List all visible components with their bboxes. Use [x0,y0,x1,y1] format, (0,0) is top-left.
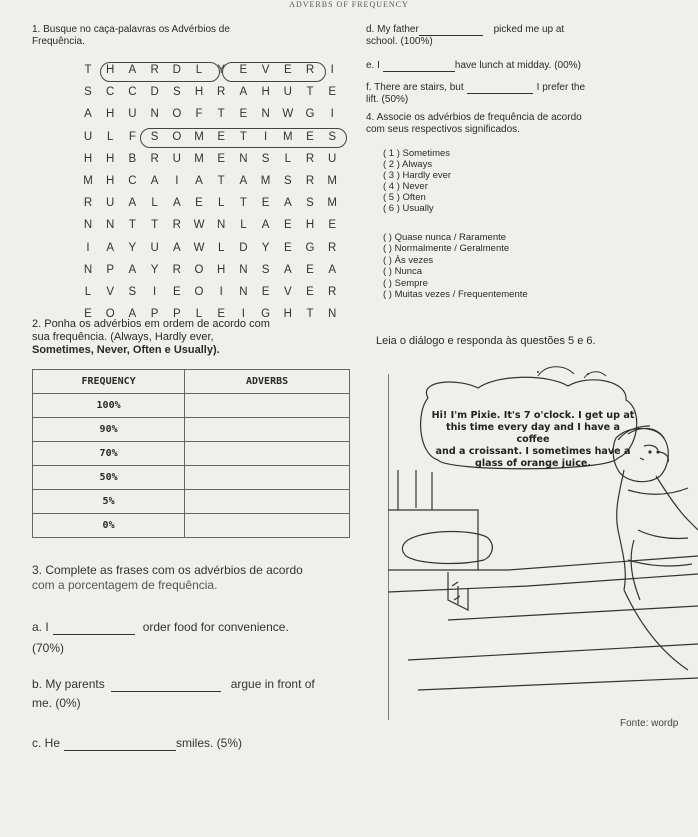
meaning-item[interactable]: ( ) Quase nunca / Raramente [383,232,507,243]
grid-letter[interactable]: N [239,152,248,165]
grid-letter[interactable]: E [217,308,226,321]
adverb-item: ( 3 ) Hardly ever [383,170,452,181]
grid-letter[interactable]: N [328,308,337,321]
grid-letter[interactable]: R [83,197,93,210]
question-3 [32,563,303,593]
grid-letter[interactable]: Y [261,241,270,254]
grid-letter[interactable]: M [194,130,204,143]
grid-letter[interactable]: E [239,108,248,121]
adverb-cell[interactable] [185,514,350,538]
table-row [33,394,350,418]
grid-letter[interactable]: U [128,108,137,121]
frequency-table [32,369,350,538]
grid-letter[interactable]: L [195,64,203,76]
grid-letter[interactable]: T [217,175,225,187]
grid-letter[interactable]: T [128,219,136,232]
grid-letter[interactable]: N [261,108,270,121]
grid-letter[interactable]: A [128,308,137,321]
grid-letter[interactable]: M [194,152,204,165]
grid-letter[interactable]: W [282,108,294,121]
meaning-item[interactable]: ( ) Às vezes [383,254,434,266]
grid-letter[interactable]: S [306,197,314,210]
grid-letter[interactable]: C [128,86,137,99]
grid-letter[interactable]: N [217,219,226,232]
grid-letter[interactable]: N [239,263,248,276]
grid-letter[interactable]: S [261,263,270,276]
grid-letter[interactable]: Y [150,263,159,276]
exercise-d [366,24,564,48]
grid-letter[interactable]: G [305,108,315,121]
grid-letter[interactable]: E [217,130,226,143]
grid-letter[interactable]: H [283,308,292,321]
question-1-line2: Frequência. [32,36,85,47]
exercise-3a-blank[interactable] [53,634,135,635]
question-4-line1: 4. Associe os advérbios de frequência de acordo [366,112,582,123]
grid-letter[interactable]: G [261,308,271,321]
exercise-d-line2: school. (100%) [366,36,433,47]
grid-letter[interactable]: S [261,152,270,165]
grid-letter[interactable]: V [106,286,115,298]
grid-letter[interactable]: L [151,197,158,210]
adverb-cell[interactable] [185,490,350,514]
exercise-f [366,82,585,106]
grid-letter[interactable]: H [106,152,115,165]
grid-letter[interactable]: U [150,241,159,254]
grid-letter[interactable]: S [150,130,159,143]
page-header: ADVERBS OF FREQUENCY [289,0,409,9]
speech-line: and a croissant. I sometimes have a [435,446,631,457]
adverb-cell[interactable] [185,394,350,418]
adverb-item: ( 5 ) Often [383,192,426,203]
grid-letter[interactable]: I [175,175,179,187]
meaning-item[interactable]: ( ) Normalmente / Geralmente [383,243,510,255]
grid-letter[interactable]: S [128,286,137,298]
grid-letter[interactable]: V [283,286,292,298]
grid-letter[interactable]: O [194,286,204,298]
grid-letter[interactable]: R [305,175,315,187]
grid-letter[interactable]: U [328,152,337,165]
grid-letter[interactable]: H [106,108,115,121]
exercise-3a-start: a. I [32,620,49,634]
grid-letter[interactable]: L [284,152,291,165]
speech-line: glass of orange juice. [474,458,592,469]
header-frequency: FREQUENCY [33,370,185,394]
speech-line: Hi! I'm Pixie. It's 7 o'clock. I get up at [431,410,635,421]
grid-letter[interactable]: E [172,286,181,298]
grid-letter[interactable]: S [172,86,181,99]
grid-letter[interactable]: F [128,130,136,143]
grid-letter[interactable]: N [106,219,115,232]
question-3-line2: com a porcentagem de frequência. [32,578,218,592]
table-row [33,418,350,442]
table-row [33,442,350,466]
grid-letter[interactable]: L [195,308,203,321]
grid-letter[interactable]: A [283,197,292,210]
grid-letter[interactable]: H [217,263,226,276]
grid-letter[interactable]: R [172,219,181,232]
adverb-item: ( 4 ) Never [383,181,428,192]
grid-letter[interactable]: S [328,130,337,143]
frequency-cell: 50% [33,466,185,490]
grid-letter[interactable]: P [106,263,115,276]
grid-letter[interactable]: T [239,197,247,210]
grid-letter[interactable]: R [150,64,159,76]
adverb-item: ( 2 ) Always [383,159,433,170]
exercise-3a-end: order food for convenience. [142,620,289,634]
exercise-e-start: e. I [366,60,380,71]
header-adverbs: ADVERBS [185,370,350,394]
grid-letter[interactable]: L [217,197,225,210]
grid-letter[interactable]: T [306,308,314,321]
grid-letter[interactable]: O [105,308,115,321]
grid-letter[interactable]: I [86,241,90,254]
grid-letter[interactable]: S [283,175,292,187]
grid-letter[interactable]: R [150,152,159,165]
grid-letter[interactable]: E [328,219,337,232]
grid-letter[interactable]: N [83,219,93,232]
exercise-f-blank[interactable] [467,93,533,94]
grid-letter[interactable]: L [240,219,247,232]
grid-letter[interactable]: I [241,308,245,321]
grid-letter[interactable]: L [84,286,92,298]
meaning-item[interactable]: ( ) Muitas vezes / Frequentemente [383,289,528,301]
grid-letter[interactable]: H [83,152,93,165]
grid-letter[interactable]: T [217,108,225,121]
grid-letter[interactable]: E [283,219,292,232]
grid-letter[interactable]: A [128,64,137,76]
adverb-cell[interactable] [185,442,350,466]
grid-letter[interactable]: E [306,263,314,276]
grid-letter[interactable]: A [239,175,248,187]
question-2 [32,318,270,357]
question-4-line2: com seus respectivos significados. [366,124,520,135]
exercise-d-end: picked me up at [493,24,565,35]
grid-letter[interactable]: V [261,64,270,76]
grid-letter[interactable]: M [327,175,337,187]
grid-letter[interactable]: H [194,86,204,99]
grid-letter[interactable]: M [260,175,271,187]
grid-letter[interactable]: C [128,175,137,187]
exercise-3b-percent: me. (0%) [32,696,81,710]
dialog-intro: Leia o diálogo e responda às questões 5 e 6. [376,335,596,347]
speech-bubble-text [430,410,636,470]
grid-letter[interactable]: S [84,86,92,99]
grid-letter[interactable]: N [150,108,159,121]
grid-letter[interactable]: M [327,197,337,210]
exercise-f-start: f. There are stairs, but [366,82,464,93]
grid-letter[interactable]: A [172,197,181,210]
grid-letter[interactable]: R [305,152,315,165]
grid-letter[interactable]: G [305,241,315,254]
grid-letter[interactable]: U [83,130,93,143]
grid-letter[interactable]: A [150,175,159,187]
grid-letter[interactable]: U [172,152,181,165]
table-row [33,490,350,514]
grid-letter[interactable]: H [106,175,115,187]
grid-letter[interactable]: W [193,219,205,232]
exercise-3b-start: b. My parents [32,677,105,691]
grid-letter[interactable]: E [306,130,314,143]
grid-letter[interactable]: I [219,286,223,298]
adverb-item: ( 1 ) Sometimes [383,148,451,159]
table-row [33,514,350,538]
meaning-list [383,232,528,300]
exercise-e-end: have lunch at midday. (00%) [454,60,581,71]
grid-letter[interactable]: E [195,197,203,210]
question-2-line2: sua frequência. (Always, Hardly ever, [32,331,214,343]
frequency-cell: 70% [33,442,185,466]
grid-letter[interactable]: A [172,241,181,254]
exercise-3c-end: smiles. (5%) [176,736,243,750]
grid-letter[interactable]: A [239,86,248,99]
exercise-e [366,60,581,72]
grid-letter[interactable]: F [195,108,203,121]
exercise-3a [32,620,289,656]
grid-letter[interactable]: E [283,241,292,254]
grid-letter[interactable]: I [263,130,268,143]
question-1 [32,24,230,48]
grid-letter[interactable]: L [106,130,114,143]
question-1-line1: 1. Busque no caça-palavras os Advérbios de [32,24,230,35]
question-4 [366,112,582,136]
frequency-cell: 100% [33,394,185,418]
grid-letter[interactable]: A [106,241,115,254]
exercise-e-blank[interactable] [383,71,455,72]
grid-letter[interactable]: H [106,64,115,76]
question-2-line1: 2. Ponha os advérbios em ordem de acordo com [32,318,270,330]
grid-letter[interactable]: C [106,86,115,99]
question-3-line1: 3. Complete as frases com os advérbios de acordo [32,563,303,577]
grid-letter[interactable]: H [305,219,315,232]
grid-letter[interactable]: E [306,286,314,298]
grid-letter[interactable]: O [172,130,182,143]
grid-letter[interactable]: D [172,64,181,76]
meaning-item[interactable]: ( ) Nunca [383,266,423,278]
grid-letter[interactable]: P [150,308,159,321]
grid-letter[interactable]: E [283,64,292,76]
grid-letter[interactable]: N [239,286,248,298]
frequency-cell: 90% [33,418,185,442]
grid-letter[interactable]: I [330,108,334,121]
grid-letter[interactable]: I [330,64,334,76]
frequency-cell: 0% [33,514,185,538]
grid-letter[interactable]: E [239,64,248,76]
grid-letter[interactable]: M [283,130,293,143]
grid-letter[interactable]: E [261,286,270,298]
grid-letter[interactable]: Y [128,241,137,254]
grid-letter[interactable]: E [217,152,226,165]
meaning-item[interactable]: ( ) Sempre [383,277,428,289]
grid-letter[interactable]: R [172,263,181,276]
grid-letter[interactable]: B [128,152,137,165]
grid-letter[interactable]: E [261,197,270,210]
grid-letter[interactable]: H [261,86,270,99]
grid-letter[interactable]: T [306,86,314,99]
grid-letter[interactable]: A [84,108,92,121]
frequency-cell: 5% [33,490,185,514]
grid-letter[interactable]: T [151,219,159,232]
exercise-3c [32,736,242,751]
grid-letter[interactable]: A [195,175,203,187]
grid-letter[interactable]: D [239,241,248,254]
grid-letter[interactable]: R [328,286,337,298]
grid-letter[interactable]: U [283,86,292,99]
exercise-d-start: d. My father [366,24,419,35]
grid-letter[interactable]: R [217,86,226,99]
grid-letter[interactable]: A [283,263,292,276]
exercise-3b-end: argue in front of [230,677,315,691]
grid-letter[interactable]: P [172,308,181,321]
exercise-f-end: I prefer the [536,82,585,93]
speech-line: this time every day and I have a coffee [445,422,620,445]
question-2-line3: Sometimes, Never, Often e Usually). [32,344,220,356]
grid-letter[interactable]: T [84,64,92,76]
exercise-3c-blank[interactable] [64,750,176,751]
grid-letter[interactable]: R [305,64,315,76]
adverb-item: ( 6 ) Usually [383,203,434,214]
grid-letter[interactable]: D [150,86,159,99]
exercise-3b-blank[interactable] [111,691,221,692]
grid-letter[interactable]: E [328,86,337,99]
grid-letter[interactable]: A [128,263,137,276]
exercise-3c-start: c. He [32,736,61,750]
table-row [33,466,350,490]
adverb-list [383,148,451,214]
adverb-cell[interactable] [185,466,350,490]
grid-letter[interactable]: E [84,308,92,321]
grid-letter[interactable]: A [261,219,270,232]
exercise-3b [32,677,315,711]
grid-letter[interactable]: A [128,197,137,210]
grid-letter[interactable]: T [239,130,247,143]
exercise-f-line2: lift. (50%) [366,94,409,105]
grid-letter[interactable]: N [83,263,93,276]
grid-letter[interactable]: L [217,241,225,254]
grid-letter[interactable]: Y [217,64,226,76]
adverb-cell[interactable] [185,418,350,442]
grid-letter[interactable]: O [172,108,182,121]
grid-letter[interactable]: R [328,241,337,254]
source-caption: Fonte: wordp [620,718,679,729]
grid-letter[interactable]: M [83,175,93,187]
grid-letter[interactable]: U [106,197,115,210]
grid-letter[interactable]: I [152,286,157,298]
grid-letter[interactable]: A [328,263,337,276]
grid-letter[interactable]: O [194,263,204,276]
exercise-3a-percent: (70%) [32,641,65,655]
grid-letter[interactable]: W [193,241,205,254]
table-header-row [33,370,350,394]
